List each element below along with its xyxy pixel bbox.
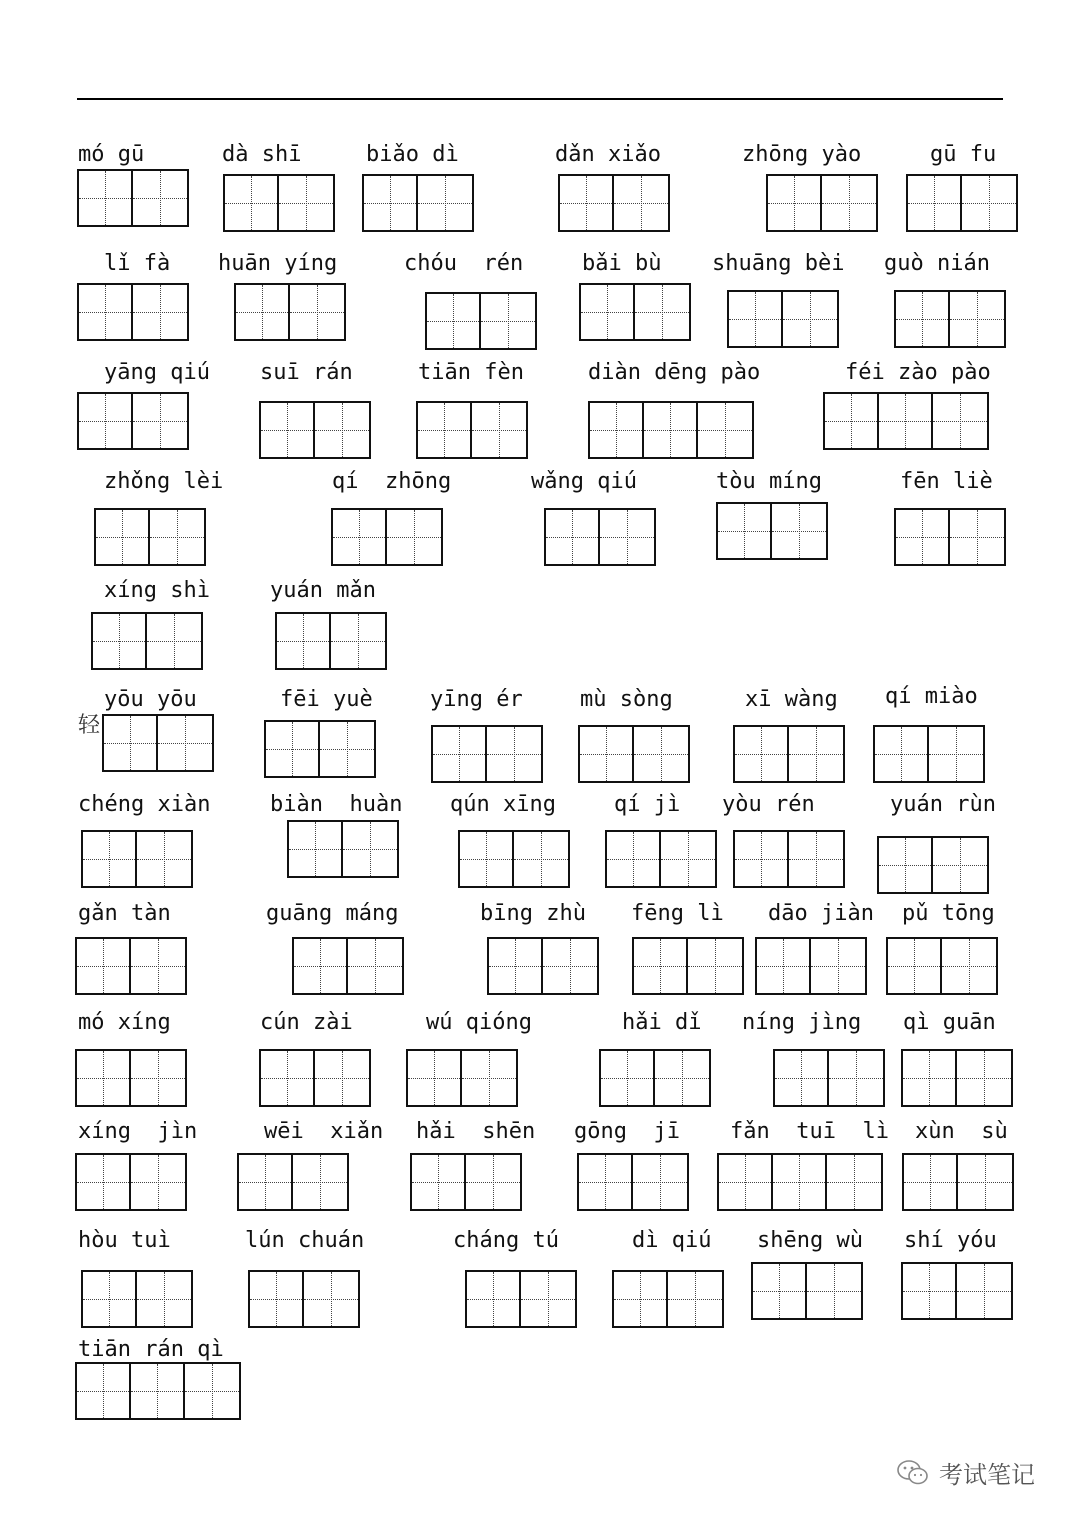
writing-cell[interactable] <box>879 394 933 448</box>
tianzige-grid[interactable] <box>823 392 989 450</box>
writing-cell[interactable] <box>261 1051 315 1105</box>
writing-cell[interactable] <box>661 832 715 886</box>
tianzige-grid[interactable] <box>223 174 335 232</box>
pinyin-label: yuán mǎn <box>270 578 376 603</box>
tianzige-grid[interactable] <box>579 283 691 341</box>
writing-cell[interactable] <box>83 1272 137 1326</box>
pinyin-label: lún chuán <box>245 1228 365 1253</box>
pinyin-label: guāng máng <box>266 901 399 926</box>
writing-cell[interactable] <box>225 176 279 230</box>
writing-cell[interactable] <box>96 510 150 564</box>
tianzige-grid[interactable] <box>588 401 754 459</box>
writing-cell[interactable] <box>958 1155 1012 1209</box>
writing-cell[interactable] <box>412 1155 466 1209</box>
tianzige-grid[interactable] <box>75 1362 241 1420</box>
writing-cell[interactable] <box>290 285 344 339</box>
writing-cell[interactable] <box>904 1155 958 1209</box>
tianzige-grid[interactable] <box>77 169 189 227</box>
tianzige-grid[interactable] <box>275 612 387 670</box>
writing-cell[interactable] <box>644 403 698 457</box>
pinyin-label: xíng shì <box>104 578 210 603</box>
tianzige-grid[interactable] <box>751 1262 863 1320</box>
writing-cell[interactable] <box>655 1051 709 1105</box>
writing-cell[interactable] <box>600 510 654 564</box>
pinyin-label: xíng jìn <box>78 1119 198 1144</box>
pinyin-label: shí yóu <box>904 1228 997 1253</box>
writing-cell[interactable] <box>460 832 514 886</box>
tianzige-grid[interactable] <box>75 1153 187 1211</box>
writing-cell[interactable] <box>133 171 187 225</box>
writing-cell[interactable] <box>293 1155 347 1209</box>
tianzige-grid[interactable] <box>906 174 1018 232</box>
writing-cell[interactable] <box>698 403 752 457</box>
tianzige-grid[interactable] <box>248 1270 360 1328</box>
tianzige-grid[interactable] <box>577 1153 689 1211</box>
writing-cell[interactable] <box>783 292 837 346</box>
writing-cell[interactable] <box>607 832 661 886</box>
writing-cell[interactable] <box>614 1272 668 1326</box>
tianzige-grid[interactable] <box>716 502 828 560</box>
writing-cell[interactable] <box>277 614 331 668</box>
tianzige-grid[interactable] <box>544 508 656 566</box>
writing-cell[interactable] <box>462 1051 516 1105</box>
pinyin-label: cháng tú <box>453 1228 559 1253</box>
tianzige-grid[interactable] <box>901 1049 1013 1107</box>
writing-cell[interactable] <box>546 510 600 564</box>
tianzige-grid[interactable] <box>292 937 404 995</box>
writing-cell[interactable] <box>888 939 942 993</box>
pinyin-label: chéng xiàn <box>78 792 211 817</box>
writing-cell[interactable] <box>481 294 535 348</box>
writing-cell[interactable] <box>408 1051 462 1105</box>
writing-cell[interactable] <box>581 285 635 339</box>
tianzige-grid[interactable] <box>81 1270 193 1328</box>
pinyin-label: hòu tuì <box>78 1228 171 1253</box>
writing-cell[interactable] <box>137 1272 191 1326</box>
pinyin-label: biǎo dì <box>366 142 459 167</box>
writing-cell[interactable] <box>236 285 290 339</box>
pinyin-label: wǎng qiú <box>531 469 637 494</box>
pinyin-label: bīng zhù <box>480 901 586 926</box>
tianzige-grid[interactable] <box>755 937 867 995</box>
stray-character: 轻 <box>78 713 101 738</box>
pinyin-label: dǎn xiǎo <box>555 142 661 167</box>
writing-cell[interactable] <box>489 939 543 993</box>
writing-cell[interactable] <box>185 1364 239 1418</box>
tianzige-grid[interactable] <box>81 830 193 888</box>
writing-cell[interactable] <box>433 727 487 781</box>
writing-cell[interactable] <box>962 176 1016 230</box>
writing-cell[interactable] <box>418 176 472 230</box>
pinyin-label: tiān rán qì <box>78 1337 224 1362</box>
writing-cell[interactable] <box>487 727 541 781</box>
writing-cell[interactable] <box>811 939 865 993</box>
writing-cell[interactable] <box>150 510 204 564</box>
pinyin-label: féi zào pào <box>845 360 991 385</box>
tianzige-grid[interactable] <box>877 836 989 894</box>
tianzige-grid[interactable] <box>416 401 528 459</box>
pinyin-label: shēng wù <box>757 1228 863 1253</box>
writing-cell[interactable] <box>772 504 826 558</box>
pinyin-label: tiān fèn <box>418 360 524 385</box>
writing-cell[interactable] <box>896 292 950 346</box>
writing-cell[interactable] <box>933 838 987 892</box>
pinyin-label: fēng lì <box>631 901 724 926</box>
writing-cell[interactable] <box>77 1155 131 1209</box>
writing-cell[interactable] <box>131 939 185 993</box>
writing-cell[interactable] <box>466 1155 520 1209</box>
tianzige-grid[interactable] <box>406 1049 518 1107</box>
writing-cell[interactable] <box>957 1051 1011 1105</box>
tianzige-grid[interactable] <box>766 174 878 232</box>
tianzige-grid[interactable] <box>733 725 845 783</box>
tianzige-grid[interactable] <box>287 820 399 878</box>
writing-cell[interactable] <box>896 510 950 564</box>
writing-cell[interactable] <box>364 176 418 230</box>
pinyin-label: qí jì <box>614 792 681 817</box>
tianzige-grid[interactable] <box>259 1049 371 1107</box>
pinyin-label: hǎi dǐ <box>622 1010 702 1035</box>
pinyin-label: mó gū <box>78 142 145 167</box>
writing-cell[interactable] <box>773 1155 827 1209</box>
writing-cell[interactable] <box>387 510 441 564</box>
tianzige-grid[interactable] <box>487 937 599 995</box>
pinyin-label: guò nián <box>884 251 990 276</box>
pinyin-label: zhǒng lèi <box>104 469 224 494</box>
wechat-icon <box>895 1458 931 1488</box>
writing-cell[interactable] <box>467 1272 521 1326</box>
writing-cell[interactable] <box>131 1364 185 1418</box>
writing-cell[interactable] <box>77 1364 131 1418</box>
tianzige-grid[interactable] <box>410 1153 522 1211</box>
writing-cell[interactable] <box>635 285 689 339</box>
writing-cell[interactable] <box>950 292 1004 346</box>
writing-cell[interactable] <box>579 1155 633 1209</box>
pinyin-label: xùn sù <box>915 1119 1008 1144</box>
pinyin-label: yòu rén <box>722 792 815 817</box>
writing-cell[interactable] <box>279 176 333 230</box>
writing-cell[interactable] <box>688 939 742 993</box>
tianzige-grid[interactable] <box>91 612 203 670</box>
pinyin-label: tòu míng <box>716 469 822 494</box>
writing-cell[interactable] <box>908 176 962 230</box>
writing-cell[interactable] <box>304 1272 358 1326</box>
writing-cell[interactable] <box>879 838 933 892</box>
tianzige-grid[interactable] <box>237 1153 349 1211</box>
pinyin-label: gū fu <box>930 142 997 167</box>
pinyin-label: lǐ fà <box>104 251 171 276</box>
writing-cell[interactable] <box>668 1272 722 1326</box>
writing-cell[interactable] <box>807 1264 861 1318</box>
writing-cell[interactable] <box>614 176 668 230</box>
writing-cell[interactable] <box>104 716 158 770</box>
writing-cell[interactable] <box>133 394 187 448</box>
writing-cell[interactable] <box>634 939 688 993</box>
writing-cell[interactable] <box>933 394 987 448</box>
tianzige-grid[interactable] <box>458 830 570 888</box>
writing-cell[interactable] <box>822 176 876 230</box>
tianzige-grid[interactable] <box>77 283 189 341</box>
tianzige-grid[interactable] <box>773 1049 885 1107</box>
writing-cell[interactable] <box>79 394 133 448</box>
tianzige-grid[interactable] <box>94 508 206 566</box>
pinyin-label: huān yíng <box>218 251 338 276</box>
pinyin-label: bǎi bù <box>582 251 662 276</box>
tianzige-grid[interactable] <box>558 174 670 232</box>
writing-cell[interactable] <box>580 727 634 781</box>
writing-cell[interactable] <box>590 403 644 457</box>
writing-cell[interactable] <box>147 614 201 668</box>
writing-cell[interactable] <box>131 1155 185 1209</box>
tianzige-grid[interactable] <box>259 401 371 459</box>
pinyin-label: chóu rén <box>404 251 524 276</box>
writing-cell[interactable] <box>633 1155 687 1209</box>
tianzige-grid[interactable] <box>727 290 839 348</box>
writing-cell[interactable] <box>543 939 597 993</box>
writing-cell[interactable] <box>757 939 811 993</box>
writing-cell[interactable] <box>827 1155 881 1209</box>
pinyin-label: níng jìng <box>742 1010 862 1035</box>
pinyin-label: biàn huàn <box>270 792 403 817</box>
brand-name: 考试笔记 <box>939 1461 1035 1489</box>
writing-cell[interactable] <box>560 176 614 230</box>
writing-cell[interactable] <box>753 1264 807 1318</box>
writing-cell[interactable] <box>315 403 369 457</box>
writing-cell[interactable] <box>343 822 397 876</box>
writing-cell[interactable] <box>266 722 320 776</box>
pinyin-label: yīng ér <box>430 687 523 712</box>
writing-cell[interactable] <box>789 727 843 781</box>
writing-cell[interactable] <box>601 1051 655 1105</box>
tianzige-grid[interactable] <box>886 937 998 995</box>
writing-cell[interactable] <box>418 403 472 457</box>
tianzige-grid[interactable] <box>873 725 985 783</box>
pinyin-label: gōng jī <box>574 1119 680 1144</box>
tianzige-grid[interactable] <box>901 1262 1013 1320</box>
writing-cell[interactable] <box>93 614 147 668</box>
writing-cell[interactable] <box>775 1051 829 1105</box>
tianzige-grid[interactable] <box>717 1153 883 1211</box>
tianzige-grid[interactable] <box>234 283 346 341</box>
tianzige-grid[interactable] <box>431 725 543 783</box>
pinyin-label: pǔ tōng <box>902 901 995 926</box>
pinyin-label: gǎn tàn <box>78 901 171 926</box>
pinyin-label: shuāng bèi <box>712 251 845 276</box>
writing-cell[interactable] <box>348 939 402 993</box>
writing-cell[interactable] <box>427 294 481 348</box>
pinyin-label: yuán rùn <box>890 792 996 817</box>
pinyin-label: diàn dēng pào <box>588 360 761 385</box>
writing-cell[interactable] <box>294 939 348 993</box>
writing-cell[interactable] <box>333 510 387 564</box>
top-rule <box>77 98 1003 100</box>
writing-cell[interactable] <box>789 832 843 886</box>
writing-cell[interactable] <box>718 504 772 558</box>
writing-cell[interactable] <box>875 727 929 781</box>
writing-cell[interactable] <box>957 1264 1011 1318</box>
tianzige-grid[interactable] <box>77 392 189 450</box>
tianzige-grid[interactable] <box>465 1270 577 1328</box>
writing-cell[interactable] <box>829 1051 883 1105</box>
writing-cell[interactable] <box>79 171 133 225</box>
writing-cell[interactable] <box>472 403 526 457</box>
writing-cell[interactable] <box>825 394 879 448</box>
footer-watermark <box>895 1455 1035 1490</box>
writing-cell[interactable] <box>735 832 789 886</box>
writing-cell[interactable] <box>131 1051 185 1105</box>
writing-cell[interactable] <box>950 510 1004 564</box>
pinyin-label: cún zài <box>260 1010 353 1035</box>
writing-cell[interactable] <box>521 1272 575 1326</box>
writing-cell[interactable] <box>83 832 137 886</box>
writing-cell[interactable] <box>903 1264 957 1318</box>
pinyin-label: yāng qiú <box>104 360 210 385</box>
writing-cell[interactable] <box>250 1272 304 1326</box>
tianzige-grid[interactable] <box>331 508 443 566</box>
tianzige-grid[interactable] <box>902 1153 1014 1211</box>
writing-cell[interactable] <box>289 822 343 876</box>
writing-cell[interactable] <box>729 292 783 346</box>
tianzige-grid[interactable] <box>578 725 690 783</box>
writing-cell[interactable] <box>77 939 131 993</box>
tianzige-grid[interactable] <box>894 508 1006 566</box>
pinyin-label: fēn liè <box>900 469 993 494</box>
tianzige-grid[interactable] <box>894 290 1006 348</box>
tianzige-grid[interactable] <box>102 714 214 772</box>
pinyin-label: qí zhōng <box>332 469 452 494</box>
pinyin-label: suī rán <box>260 360 353 385</box>
tianzige-grid[interactable] <box>605 830 717 888</box>
tianzige-grid[interactable] <box>632 937 744 995</box>
tianzige-grid[interactable] <box>733 830 845 888</box>
writing-cell[interactable] <box>514 832 568 886</box>
writing-cell[interactable] <box>719 1155 773 1209</box>
tianzige-grid[interactable] <box>425 292 537 350</box>
writing-cell[interactable] <box>903 1051 957 1105</box>
pinyin-label: fēi yuè <box>280 687 373 712</box>
pinyin-label: qí miào <box>885 684 978 709</box>
writing-cell[interactable] <box>315 1051 369 1105</box>
pinyin-label: qún xīng <box>450 792 556 817</box>
writing-cell[interactable] <box>735 727 789 781</box>
pinyin-label: mù sòng <box>580 687 673 712</box>
pinyin-label: qì guān <box>903 1010 996 1035</box>
pinyin-label: wēi xiǎn <box>264 1119 384 1144</box>
writing-cell[interactable] <box>79 285 133 339</box>
writing-cell[interactable] <box>942 939 996 993</box>
tianzige-grid[interactable] <box>75 937 187 995</box>
pinyin-label: xī wàng <box>745 687 838 712</box>
writing-cell[interactable] <box>239 1155 293 1209</box>
pinyin-label: dāo jiàn <box>768 901 874 926</box>
writing-cell[interactable] <box>158 716 212 770</box>
writing-cell[interactable] <box>261 403 315 457</box>
pinyin-label: hǎi shēn <box>416 1119 536 1144</box>
pinyin-label: dà shī <box>222 142 302 167</box>
pinyin-label: mó xíng <box>78 1010 171 1035</box>
writing-cell[interactable] <box>77 1051 131 1105</box>
writing-cell[interactable] <box>768 176 822 230</box>
writing-cell[interactable] <box>929 727 983 781</box>
tianzige-grid[interactable] <box>599 1049 711 1107</box>
writing-cell[interactable] <box>331 614 385 668</box>
pinyin-label: wú qióng <box>426 1010 532 1035</box>
pinyin-label: dì qiú <box>632 1228 712 1253</box>
pinyin-label: yōu yōu <box>104 687 197 712</box>
writing-cell[interactable] <box>133 285 187 339</box>
writing-cell[interactable] <box>320 722 374 776</box>
writing-cell[interactable] <box>634 727 688 781</box>
pinyin-label: zhōng yào <box>742 142 862 167</box>
tianzige-grid[interactable] <box>612 1270 724 1328</box>
pinyin-label: fǎn tuī lì <box>730 1119 889 1144</box>
tianzige-grid[interactable] <box>362 174 474 232</box>
tianzige-grid[interactable] <box>264 720 376 778</box>
writing-cell[interactable] <box>137 832 191 886</box>
tianzige-grid[interactable] <box>75 1049 187 1107</box>
